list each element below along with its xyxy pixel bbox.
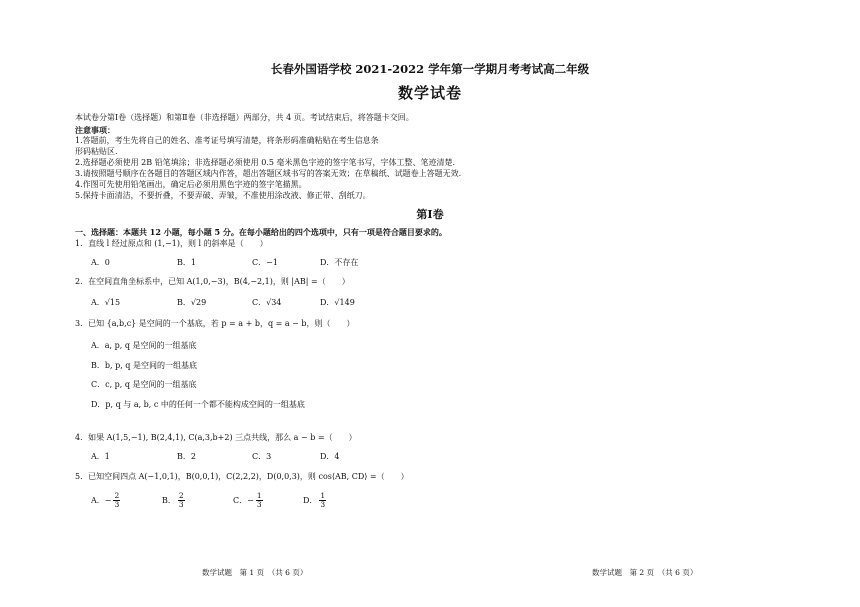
note-item: 形码粘贴区. — [75, 147, 118, 156]
q5-option-a — [91, 492, 120, 510]
denominator: 3 — [320, 500, 326, 510]
numerator: 1 — [320, 491, 326, 500]
q5-option-c — [233, 492, 263, 510]
volume-title: 第Ⅰ卷 — [416, 208, 444, 221]
option-sign: − — [247, 495, 254, 505]
question-2-stem: 2．在空间直角坐标系中，已知 A(1,0,−3)，B(4,−2,1)，则 |AB| =（ ） — [75, 277, 350, 286]
question-1-stem: 1．直线 l 经过原点和 (1,−1)，则 l 的斜率是（ ） — [75, 239, 268, 248]
q4-option-a: A．1 — [91, 452, 110, 461]
q5-option-d — [303, 492, 326, 510]
q3-option-d: D．p, q 与 a, b, c 中的任何一个都不能构成空间的一组基底 — [91, 400, 305, 409]
q4-option-c: C．3 — [252, 452, 272, 461]
q1-option-a: A．0 — [91, 258, 110, 267]
q2-option-a: A．√15 — [91, 298, 121, 307]
q4-option-b: B．2 — [177, 452, 196, 461]
numerator: 2 — [114, 491, 120, 500]
q2-option-b: B．√29 — [177, 298, 207, 307]
denominator: 3 — [114, 500, 120, 510]
footer-left: 数学试题 第 1 页 （共 6 页） — [202, 568, 308, 577]
denominator: 3 — [256, 500, 262, 510]
fraction — [178, 492, 185, 510]
option-label: C． — [233, 495, 248, 505]
notes-heading: 注意事项： — [75, 125, 115, 135]
section-heading: 一、选择题：本题共 12 小题，每小题 5 分。在每小题给出的四个选项中，只有一项是符合题目要求的。 — [75, 227, 447, 237]
note-item: 3.请按照题号顺序在各题目的答题区域内作答，超出答题区域书写的答案无效；在草稿纸、试题卷上答题无效. — [75, 169, 462, 178]
denominator: 3 — [178, 500, 184, 510]
footer-right: 数学试题 第 2 页 （共 6 页） — [592, 568, 698, 577]
q1-option-c: C．−1 — [252, 258, 278, 267]
fraction — [256, 492, 263, 510]
q5-option-b — [162, 492, 185, 510]
q1-option-d: D．不存在 — [320, 258, 359, 267]
q3-option-a: A．a, p, q 是空间的一组基底 — [91, 341, 197, 350]
option-label: D． — [303, 495, 318, 505]
q4-option-d: D．4 — [320, 452, 340, 461]
school-title: 长春外国语学校 2021-2022 学年第一学期月考考试高二年级 — [270, 62, 590, 76]
q2-option-c: C．√34 — [252, 298, 282, 307]
q3-option-b: B．b, p, q 是空间的一组基底 — [91, 361, 197, 370]
fraction — [113, 492, 120, 510]
numerator: 1 — [256, 491, 262, 500]
option-label: B． — [162, 495, 176, 505]
q2-option-d: D．√149 — [320, 298, 355, 307]
option-sign: − — [104, 495, 112, 505]
subject-title: 数学试卷 — [397, 84, 462, 102]
option-label: A． — [91, 495, 105, 505]
question-5-stem: 5．已知空间四点 A(−1,0,1)，B(0,0,1)，C(2,2,2)，D(0,0,3)，则 cos⟨AB, CD⟩ =（ ） — [75, 472, 409, 481]
note-item: 2.选择题必须使用 2B 铅笔填涂；非选择题必须使用 0.5 毫米黑色字迹的签字笔书写，字体工整、笔迹清楚. — [75, 158, 456, 167]
q3-option-c: C．c, p, q 是空间的一组基底 — [91, 380, 197, 389]
note-item: 5.保持卡面清洁，不要折叠，不要弄破、弄皱，不准使用涂改液、修正带、刮纸刀。 — [75, 191, 371, 200]
question-4-stem: 4．如果 A(1,5,−1), B(2,4,1), C(a,3,b+2) 三点共线，那么 a − b =（ ） — [75, 433, 357, 442]
note-item: 4.作图可先使用铅笔画出，确定后必须用黑色字迹的签字笔描黑。 — [75, 180, 307, 189]
intro-line: 本试卷分第Ⅰ卷（选择题）和第Ⅱ卷（非选择题）两部分，共 4 页。考试结束后，将答题卡交回。 — [75, 113, 414, 122]
q1-option-b: B．1 — [177, 258, 196, 267]
question-3-stem: 3．已知 {a,b,c} 是空间的一个基底，若 p = a + b，q = a − b，则（ ） — [75, 319, 355, 328]
numerator: 2 — [178, 491, 184, 500]
fraction — [319, 492, 326, 510]
note-item: 1.答题前，考生先将自己的姓名、准考证号填写清楚，将条形码准确粘贴在考生信息条 — [75, 136, 379, 145]
